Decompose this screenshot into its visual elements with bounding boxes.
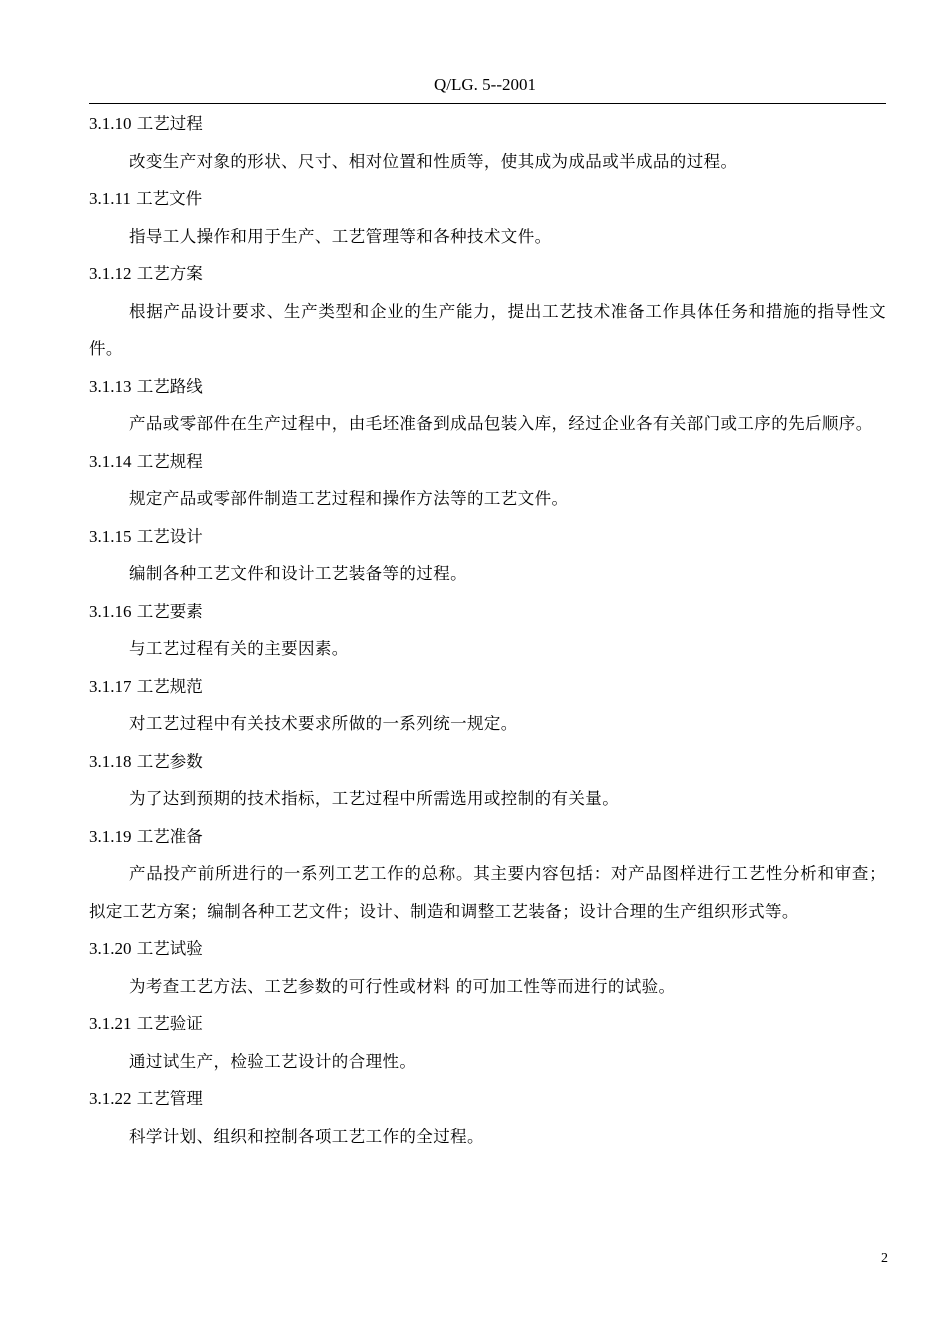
- clause-number: 3.1.14: [89, 451, 132, 471]
- term-definition: 产品投产前所进行的一系列工艺工作的总称。其主要内容包括：对产品图样进行工艺性分析和审查；拟定工艺方案；编制各种工艺文件；设计、制造和调整工艺装备；设计合理的生产组织形式等。: [89, 864, 886, 921]
- term-definition: 对工艺过程中有关技术要求所做的一系列统一规定。: [129, 714, 518, 733]
- term-heading: [89, 1005, 886, 1043]
- term-definition: 科学计划、组织和控制各项工艺工作的全过程。: [129, 1126, 484, 1146]
- term-definition: 根据产品设计要求、生产类型和企业的生产能力，提出工艺技术准备工作具体任务和措施的指导性文件。: [89, 301, 886, 358]
- term-title: 工艺验证: [136, 1014, 203, 1033]
- term-heading: [89, 443, 886, 481]
- term-definition: 为了达到预期的技术指标，工艺过程中所需选用或控制的有关量。: [129, 789, 620, 808]
- term-title: 工艺文件: [136, 189, 203, 208]
- term-title: 工艺规程: [136, 451, 203, 471]
- term-title: 工艺管理: [136, 1089, 203, 1108]
- term-definition: 编制各种工艺文件和设计工艺装备等的过程。: [129, 564, 467, 583]
- term-title: 工艺设计: [136, 526, 203, 546]
- term-title: 工艺过程: [136, 114, 203, 133]
- page-number: 2: [881, 1251, 888, 1266]
- clause-number: 3.1.17: [89, 676, 132, 696]
- term-heading: [89, 1080, 886, 1118]
- term-heading: [89, 593, 886, 631]
- term-entry: [89, 1005, 886, 1080]
- term-definition: 指导工人操作和用于生产、工艺管理等和各种技术文件。: [129, 226, 552, 246]
- term-definition: 产品或零部件在生产过程中，由毛坯准备到成品包装入库，经过企业各有关部门或工序的先后顺序。: [129, 414, 873, 433]
- term-heading: [89, 518, 886, 556]
- term-heading: [89, 930, 886, 968]
- term-heading: [89, 818, 886, 856]
- term-heading: [89, 368, 886, 406]
- term-heading: [89, 105, 886, 143]
- term-title: 工艺方案: [136, 264, 203, 283]
- clause-number: 3.1.21: [89, 1014, 132, 1033]
- term-entry: [89, 105, 886, 180]
- clause-number: 3.1.16: [89, 601, 132, 621]
- term-entry: [89, 255, 886, 368]
- term-title: 工艺参数: [136, 751, 203, 771]
- clause-number: 3.1.11: [89, 189, 131, 208]
- term-title: 工艺试验: [136, 939, 203, 958]
- clause-number: 3.1.20: [89, 939, 132, 958]
- term-entry: [89, 180, 886, 255]
- page-header: Q/LG. 5--2001: [434, 75, 536, 94]
- term-definition: 改变生产对象的形状、尺寸、相对位置和性质等，使其成为成品或半成品的过程。: [129, 151, 738, 171]
- clause-number: 3.1.18: [89, 751, 132, 771]
- term-definition: 与工艺过程有关的主要因素。: [129, 639, 349, 658]
- term-heading: [89, 180, 886, 218]
- term-entry: [89, 1080, 886, 1155]
- term-entry: [89, 743, 886, 818]
- clause-number: 3.1.19: [89, 826, 132, 846]
- term-entry: [89, 818, 886, 931]
- term-heading: [89, 743, 886, 781]
- term-title: 工艺准备: [136, 826, 203, 846]
- term-heading: [89, 668, 886, 706]
- clause-number: 3.1.15: [89, 526, 132, 546]
- term-entry: [89, 368, 886, 443]
- term-title: 工艺路线: [136, 376, 203, 396]
- term-definition: 为考查工艺方法、工艺参数的可行性或材料 的可加工性等而进行的试验。: [129, 976, 676, 996]
- term-entry: [89, 443, 886, 518]
- term-entry: [89, 593, 886, 668]
- term-entry: [89, 668, 886, 743]
- term-title: 工艺要素: [136, 601, 203, 621]
- clause-number: 3.1.13: [89, 376, 132, 396]
- term-heading: [89, 255, 886, 293]
- document-body: [89, 105, 886, 1155]
- header-divider: [89, 103, 886, 104]
- term-definition: 通过试生产，检验工艺设计的合理性。: [129, 1051, 417, 1071]
- term-title: 工艺规范: [136, 676, 203, 696]
- clause-number: 3.1.12: [89, 264, 132, 283]
- clause-number: 3.1.10: [89, 114, 132, 133]
- term-definition: 规定产品或零部件制造工艺过程和操作方法等的工艺文件。: [129, 489, 569, 508]
- term-entry: [89, 930, 886, 1005]
- term-entry: [89, 518, 886, 593]
- clause-number: 3.1.22: [89, 1089, 132, 1108]
